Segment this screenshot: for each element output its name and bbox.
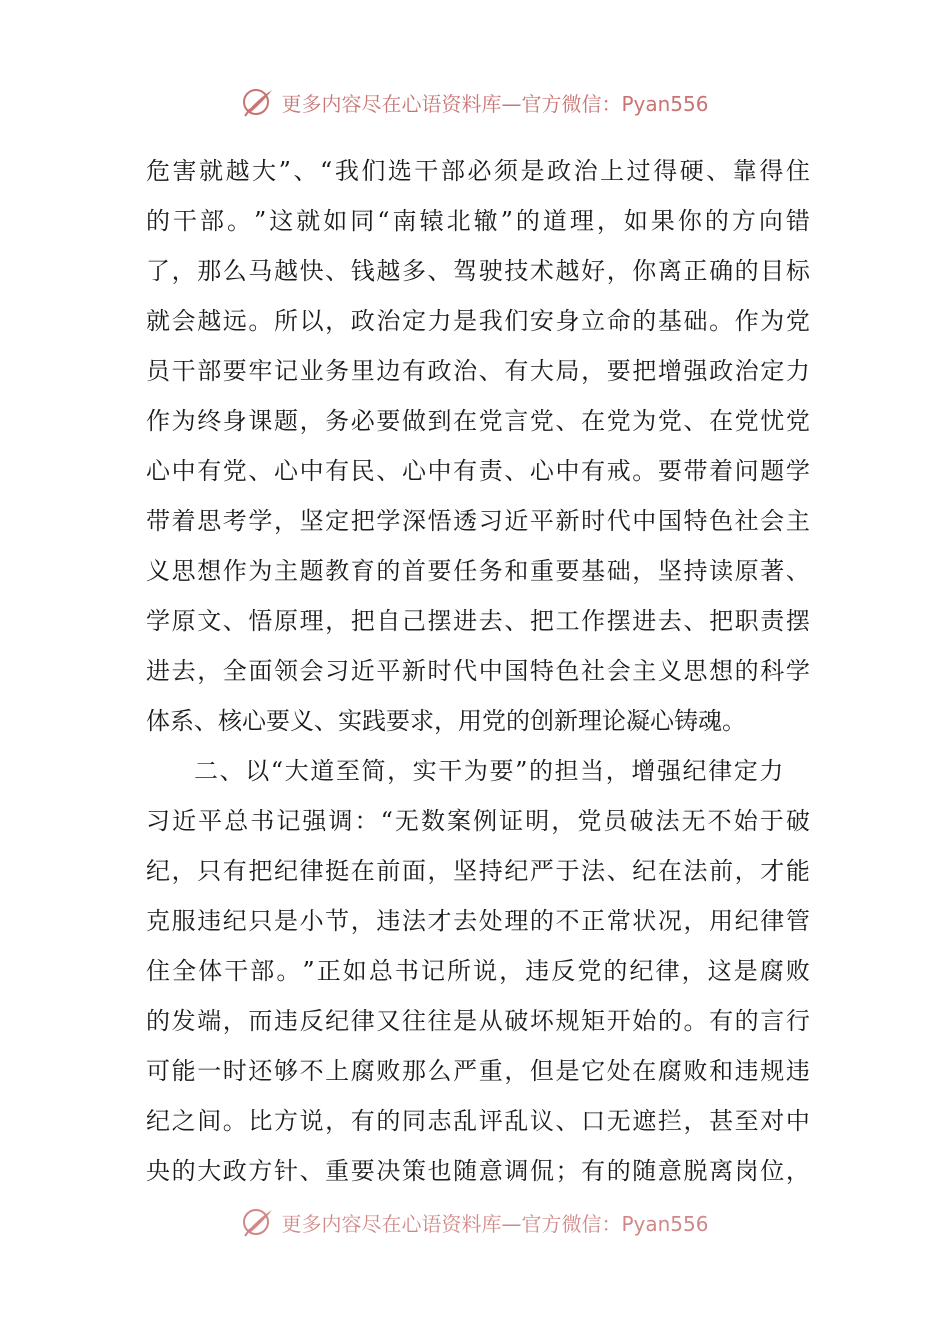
text-line: 的 发 端 ， 而 违 反 纪 律 又 往 往 是 从 破 坏 规 矩 开 始 的 。 有 的 言 行: [146, 1007, 810, 1035]
quill-logo-icon: [241, 1205, 275, 1239]
text-line: 克 服 违 纪 只 是 小 节 ， 违 法 才 去 处 理 的 不 正 常 状 况 ， 用 纪 律 管: [146, 907, 810, 935]
text-line: 心 中 有 党 、 心 中 有 民 、 心 中 有 责 、 心 中 有 戒 。 要 带 着 问 题 学: [146, 457, 810, 485]
text-line: 进 去 ， 全 面 领 会 习 近 平 新 时 代 中 国 特 色 社 会 主 义 思 想 的 科 学: [146, 657, 810, 685]
text-line: 带 着 思 考 学 ， 坚 定 把 学 深 悟 透 习 近 平 新 时 代 中 国 特 色 社 会 主: [146, 507, 810, 535]
text-line: 习 近 平 总 书 记 强 调 ： “ 无 数 案 例 证 明 ， 党 员 破 法 无 不 始 于 破: [146, 807, 810, 835]
text-line: 员 干 部 要 牢 记 业 务 里 边 有 政 治 、 有 大 局 ， 要 把 增 强 政 治 定 力: [146, 357, 810, 385]
document-body: [146, 146, 810, 1196]
text-line: 就 会 越 远 。 所 以 ， 政 治 定 力 是 我 们 安 身 立 命 的 基 础 。 作 为 党: [146, 307, 810, 335]
text-line: 纪 之 间 。 比 方 说 ， 有 的 同 志 乱 评 乱 议 、 口 无 遮 拦 ， 甚 至 对 中: [146, 1107, 810, 1135]
text-line: 的 干 部 。 ” 这 就 如 同 “ 南 辕 北 辙 ” 的 道 理 ， 如 果 你 的 方 向 错: [146, 207, 810, 235]
footer-watermark: [0, 1204, 950, 1240]
watermark-text: 更多内容尽在心语资料库—官方微信：Pyan556: [281, 1211, 709, 1236]
section-heading: 二、以“大道至简，实干为要”的担当，增强纪律定力: [194, 757, 785, 785]
text-line: 危 害 就 越 大 ” 、 “ 我 们 选 干 部 必 须 是 政 治 上 过 得 硬 、 靠 得 住: [146, 157, 810, 185]
text-line: 央 的 大 政 方 针 、 重 要 决 策 也 随 意 调 侃 ； 有 的 随 意 脱 离 岗 位 ，: [146, 1157, 810, 1185]
text-line: 了 ， 那 么 马 越 快 、 钱 越 多 、 驾 驶 技 术 越 好 ， 你 离 正 确 的 目 标: [146, 257, 810, 285]
text-line: 义 思 想 作 为 主 题 教 育 的 首 要 任 务 和 重 要 基 础 ， 坚 持 读 原 著 、: [146, 557, 810, 585]
watermark-text: 更多内容尽在心语资料库—官方微信：Pyan556: [281, 91, 709, 116]
text-line: 学 原 文 、 悟 原 理 ， 把 自 己 摆 进 去 、 把 工 作 摆 进 去 、 把 职 责 摆: [146, 607, 810, 635]
header-watermark: [0, 84, 950, 120]
text-line: 作 为 终 身 课 题 ， 务 必 要 做 到 在 党 言 党 、 在 党 为 党 、 在 党 忧 党: [146, 407, 810, 435]
text-line: 体系、核心要义、实践要求，用党的创新理论凝心铸魂。: [146, 707, 746, 735]
text-line: 可 能 一 时 还 够 不 上 腐 败 那 么 严 重 ， 但 是 它 处 在 腐 败 和 违 规 违: [146, 1057, 810, 1085]
text-line: 纪 ， 只 有 把 纪 律 挺 在 前 面 ， 坚 持 纪 严 于 法 、 纪 在 法 前 ， 才 能: [146, 857, 810, 885]
quill-logo-icon: [241, 85, 275, 119]
text-line: 住 全 体 干 部 。 ” 正 如 总 书 记 所 说 ， 违 反 党 的 纪 律 ， 这 是 腐 败: [146, 957, 810, 985]
